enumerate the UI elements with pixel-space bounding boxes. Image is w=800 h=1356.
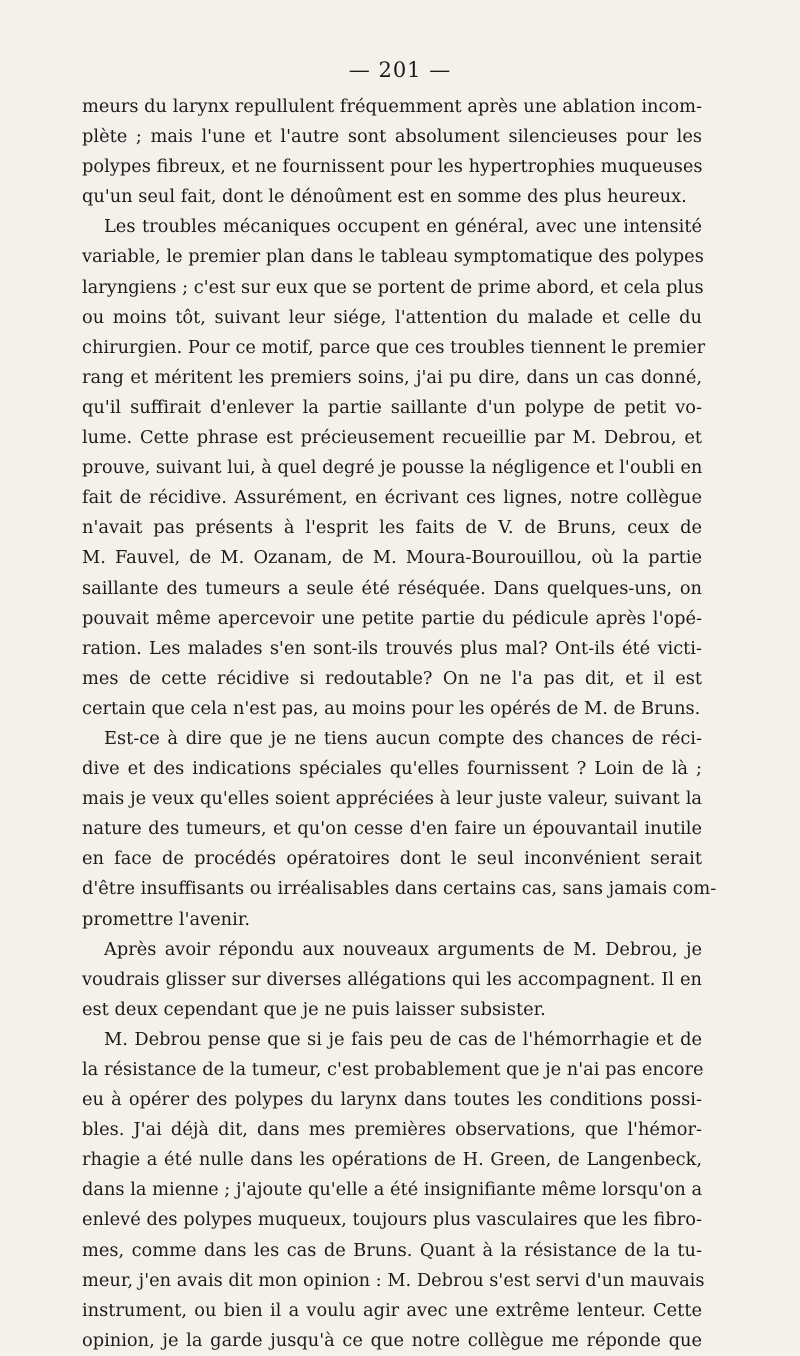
text-line: rang et méritent les premiers soins, j'ai pu dire, dans un cas donné, <box>82 366 702 388</box>
text-line: variable, le premier plan dans le tableau symptomatique des polypes <box>82 246 704 268</box>
text-line: lume. Cette phrase est précieusement recueillie par M. Debrou, et <box>82 427 702 449</box>
text-line: certain que cela n'est pas, au moins pour les opérés de M. de Bruns. <box>82 697 701 719</box>
text-line: opinion, je la garde jusqu'à ce que notre collègue me réponde que <box>82 1329 702 1351</box>
text-line: M. Fauvel, de M. Ozanam, de M. Moura-Bourouillou, où la partie <box>82 547 702 569</box>
text-line: Les troubles mécaniques occupent en général, avec une intensité <box>104 216 702 238</box>
text-line: plète ; mais l'une et l'autre sont absolument silencieuses pour les <box>82 126 702 148</box>
text-line: prouve, suivant lui, à quel degré je pousse la négligence et l'oubli en <box>82 457 703 479</box>
paragraph <box>82 1025 705 1356</box>
text-line: fait de récidive. Assurément, en écrivant ces lignes, notre collègue <box>82 487 702 509</box>
page-number: — 201 — <box>348 58 452 82</box>
text-line: ration. Les malades s'en sont-ils trouvés plus mal? Ont-ils été victi- <box>82 637 702 659</box>
text-line: dive et des indications spéciales qu'elles fournissent ? Loin de là ; <box>82 758 702 780</box>
text-line: M. Debrou pense que si je fais peu de cas de l'hémorrhagie et de <box>104 1028 702 1050</box>
text-line: d'être insuffisants ou irréalisables dans certains cas, sans jamais com- <box>82 878 717 900</box>
text-line: rhagie a été nulle dans les opérations de H. Green, de Langenbeck, <box>82 1149 702 1171</box>
text-line: eu à opérer des polypes du larynx dans toutes les conditions possi- <box>82 1089 702 1111</box>
text-line: en face de procédés opératoires dont le seul inconvénient serait <box>82 848 702 870</box>
text-line: est deux cependant que je ne puis laisser subsister. <box>82 998 546 1020</box>
text-line: n'avait pas présents à l'esprit les faits de V. de Bruns, ceux de <box>82 517 702 539</box>
text-line: nature des tumeurs, et qu'on cesse d'en faire un épouvantail inutile <box>82 818 702 840</box>
paragraph <box>82 935 702 1025</box>
text-line: enlevé des polypes muqueux, toujours plus vasculaires que les fibro- <box>82 1209 702 1231</box>
text-line: meurs du larynx repullulent fréquemment après une ablation incom- <box>82 96 702 117</box>
text-line: Est-ce à dire que je ne tiens aucun compte des chances de réci- <box>104 727 702 749</box>
paragraph <box>82 212 706 724</box>
text-line: promettre l'avenir. <box>82 908 251 930</box>
text-line: voudrais glisser sur diverses allégations qui les accompagnent. Il en <box>82 968 702 990</box>
text-line: ou moins tôt, suivant leur siége, l'attention du malade et celle du <box>82 306 702 328</box>
text-line: chirurgien. Pour ce motif, parce que ces troubles tiennent le premier <box>82 336 706 358</box>
text-line: Après avoir répondu aux nouveaux arguments de M. Debrou, je <box>104 938 702 960</box>
body-text <box>82 92 717 1356</box>
text-line: qu'il suffirait d'enlever la partie saillante d'un polype de petit vo- <box>82 396 702 418</box>
text-line: mes de cette récidive si redoutable? On ne l'a pas dit, et il est <box>82 667 702 689</box>
text-line: mais je veux qu'elles soient appréciées à leur juste valeur, suivant la <box>82 788 702 810</box>
text-line: bles. J'ai déjà dit, dans mes premières observations, que l'hémor- <box>82 1119 702 1141</box>
text-line: la résistance de la tumeur, c'est probablement que je n'ai pas encore <box>82 1059 704 1080</box>
text-line: pouvait même apercevoir une petite partie du pédicule après l'opé- <box>82 607 702 629</box>
paragraph <box>82 92 702 212</box>
text-line: dans la mienne ; j'ajoute qu'elle a été insignifiante même lorsqu'on a <box>82 1179 703 1201</box>
text-line: qu'un seul fait, dont le dénoûment est en somme des plus heureux. <box>82 186 687 208</box>
text-line: polypes fibreux, et ne fournissent pour les hypertrophies muqueuses <box>82 156 703 178</box>
text-line: mes, comme dans les cas de Bruns. Quant à la résistance de la tu- <box>82 1239 702 1261</box>
text-line: saillante des tumeurs a seule été réséquée. Dans quelques-uns, on <box>82 577 702 599</box>
paragraph <box>82 724 717 935</box>
text-line: instrument, ou bien il a voulu agir avec une extrême lenteur. Cette <box>82 1299 702 1321</box>
text-line: laryngiens ; c'est sur eux que se portent de prime abord, et cela plus <box>82 276 704 298</box>
text-line: meur, j'en avais dit mon opinion : M. Debrou s'est servi d'un mauvais <box>82 1269 705 1291</box>
